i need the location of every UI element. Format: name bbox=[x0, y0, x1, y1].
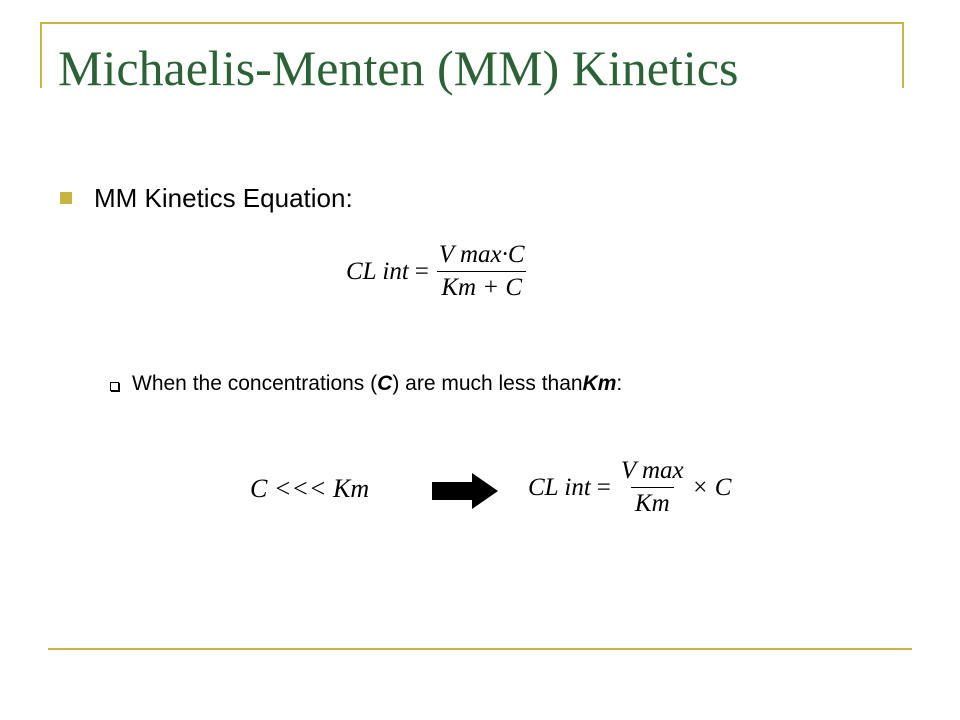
bullet-text: MM Kinetics Equation: bbox=[94, 182, 353, 213]
frame-right-line bbox=[902, 22, 904, 88]
sub-bullet-text-middle: ) are much less than bbox=[392, 372, 583, 395]
slide-title: Michaelis-Menten (MM) Kinetics bbox=[58, 40, 739, 96]
square-bullet-icon bbox=[60, 192, 72, 204]
bullet-item bbox=[58, 178, 353, 218]
variable-km: Km bbox=[582, 372, 617, 395]
fraction-numerator: V max·C bbox=[438, 241, 525, 268]
fraction bbox=[435, 241, 529, 302]
times-c: × C bbox=[691, 473, 732, 501]
fraction-denominator: Km + C bbox=[437, 271, 526, 302]
sub-bullet-text-before: When the concentrations ( bbox=[132, 372, 378, 395]
equation-lhs: CL int bbox=[528, 473, 591, 501]
frame-bottom-line bbox=[48, 648, 912, 650]
condition-expression bbox=[250, 474, 369, 504]
sub-bullet-text-after: : bbox=[616, 372, 623, 395]
fraction-denominator: Km bbox=[631, 487, 674, 518]
equals-sign: = bbox=[414, 257, 429, 285]
mm-equation bbox=[346, 241, 529, 302]
equation-lhs: CL int bbox=[346, 257, 409, 285]
equals-sign: = bbox=[596, 473, 611, 501]
frame-left-line bbox=[40, 22, 42, 88]
condition-text: C <<< Km bbox=[250, 474, 370, 503]
simplified-equation bbox=[528, 457, 731, 518]
fraction bbox=[617, 457, 688, 518]
variable-c: C bbox=[377, 372, 393, 395]
frame-top-line bbox=[40, 22, 904, 24]
hollow-square-bullet-icon bbox=[110, 382, 119, 391]
fraction-numerator: V max bbox=[620, 457, 684, 484]
sub-bullet-item bbox=[110, 368, 622, 400]
right-arrow-icon bbox=[432, 473, 500, 509]
